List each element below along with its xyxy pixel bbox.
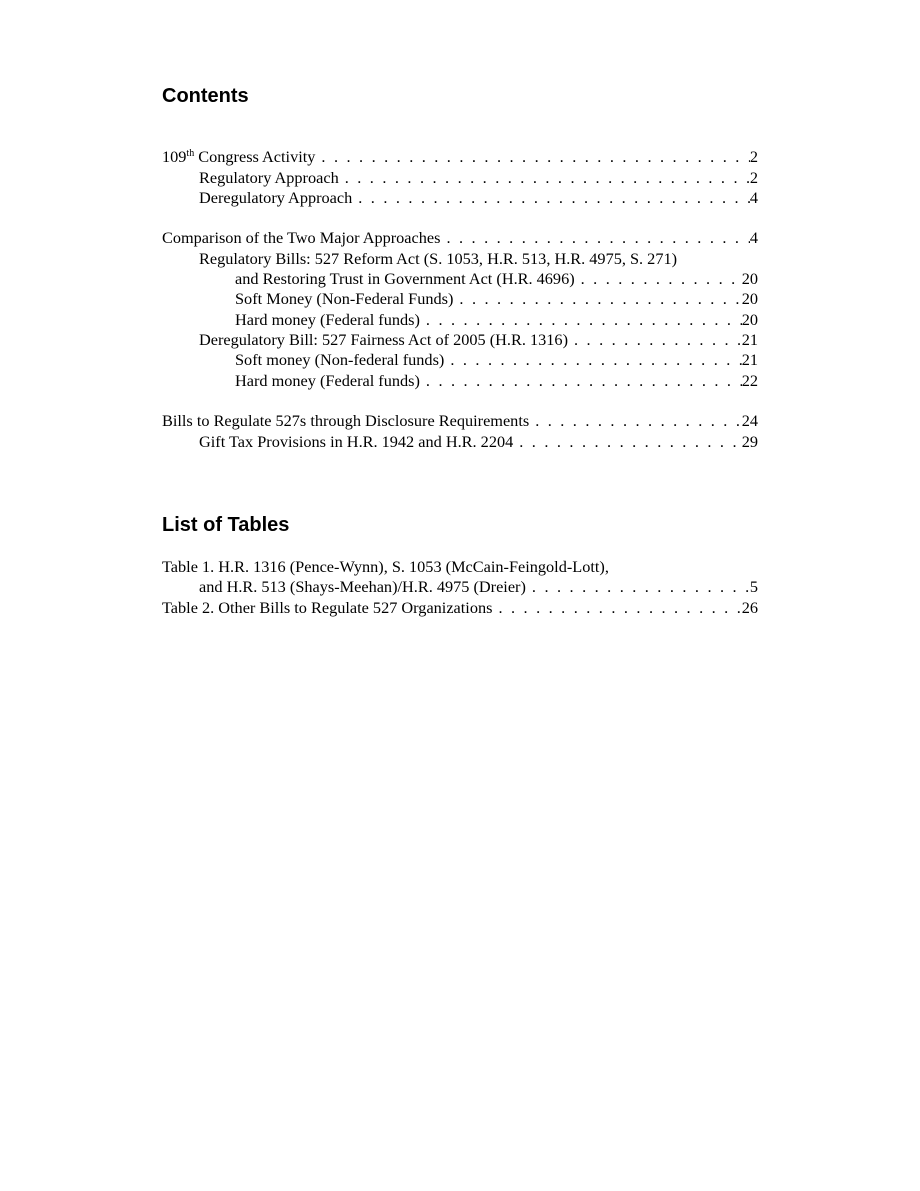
toc-entry-label: Soft Money (Non-Federal Funds): [235, 289, 454, 308]
dot-leader: [492, 598, 741, 618]
toc-entry-label: Regulatory Approach: [199, 168, 339, 187]
toc-entry[interactable]: [0, 411, 920, 431]
toc-entry-label: and Restoring Trust in Government Act (H.R. 4696): [235, 269, 575, 288]
toc-entry-page: 21: [741, 330, 758, 349]
toc-entry-label: [162, 147, 315, 167]
dot-leader: [526, 577, 750, 597]
toc-entry[interactable]: [0, 188, 920, 208]
toc-entry-page: 4: [749, 228, 758, 247]
toc-entry-label: Regulatory Bills: 527 Reform Act (S. 1053, H.R. 513, H.R. 4975, S. 271): [199, 249, 678, 268]
toc-entry-continuation[interactable]: [0, 269, 920, 289]
toc-entry-page: 4: [749, 188, 758, 207]
toc-entry-page: 20: [741, 310, 758, 329]
toc-entry[interactable]: [0, 168, 920, 188]
dot-leader: [575, 269, 742, 289]
toc-entry-page: 20: [741, 269, 758, 288]
dot-leader: [513, 432, 741, 452]
table-list-entry-label: and H.R. 513 (Shays-Meehan)/H.R. 4975 (Dreier): [199, 577, 526, 596]
toc-entry-page: 2: [749, 168, 758, 187]
dot-leader: [529, 411, 742, 431]
table-list-entry-label: Table 1. H.R. 1316 (Pence-Wynn), S. 1053 (McCain-Feingold-Lott),: [162, 557, 609, 576]
toc-entry-label-rest: Congress Activity: [194, 147, 316, 166]
dot-leader: [315, 147, 749, 167]
toc-entry-label: Hard money (Federal funds): [235, 310, 420, 329]
toc-entry[interactable]: [0, 310, 920, 330]
toc-entry-label: Gift Tax Provisions in H.R. 1942 and H.R. 2204: [199, 432, 514, 451]
toc-entry-label: Soft money (Non-federal funds): [235, 350, 445, 369]
toc-entry[interactable]: [0, 147, 920, 167]
toc-entry-label: Deregulatory Approach: [199, 188, 353, 207]
table-list-entry-label: Table 2. Other Bills to Regulate 527 Organizations: [162, 598, 493, 617]
toc-entry-page: 22: [741, 371, 758, 390]
dot-leader: [352, 188, 750, 208]
toc-entry[interactable]: [0, 228, 920, 248]
contents-heading: Contents: [162, 85, 249, 107]
dot-leader: [568, 330, 742, 350]
table-list-entry-page: 5: [749, 577, 758, 596]
table-list-entry[interactable]: [0, 598, 920, 618]
table-list-entry-page: 26: [741, 598, 758, 617]
toc-entry-page: 2: [749, 147, 758, 166]
toc-entry[interactable]: [0, 289, 920, 309]
toc-entry-label: Hard money (Federal funds): [235, 371, 420, 390]
toc-entry-number: 109: [162, 147, 187, 166]
table-list-entry-continuation[interactable]: [0, 577, 920, 597]
toc-entry[interactable]: [0, 350, 920, 370]
toc-entry[interactable]: [0, 371, 920, 391]
toc-entry[interactable]: [0, 330, 920, 350]
toc-entry-superscript: th: [186, 148, 195, 159]
toc-entry-page: 29: [741, 432, 758, 451]
toc-entry-page: 24: [741, 411, 758, 430]
dot-leader: [453, 289, 741, 309]
toc-entry[interactable]: [0, 249, 920, 269]
toc-entry-page: 20: [741, 289, 758, 308]
dot-leader: [444, 350, 741, 370]
toc-entry-label: Bills to Regulate 527s through Disclosure Requirements: [162, 411, 530, 430]
toc-entry-label: Deregulatory Bill: 527 Fairness Act of 2005 (H.R. 1316): [199, 330, 568, 349]
dot-leader: [420, 371, 742, 391]
dot-leader: [420, 310, 742, 330]
toc-entry[interactable]: [0, 432, 920, 452]
dot-leader: [339, 168, 750, 188]
table-list-entry[interactable]: [0, 557, 920, 577]
list-of-tables-heading: List of Tables: [162, 514, 290, 536]
dot-leader: [440, 228, 749, 248]
toc-entry-label: Comparison of the Two Major Approaches: [162, 228, 441, 247]
toc-entry-page: 21: [741, 350, 758, 369]
